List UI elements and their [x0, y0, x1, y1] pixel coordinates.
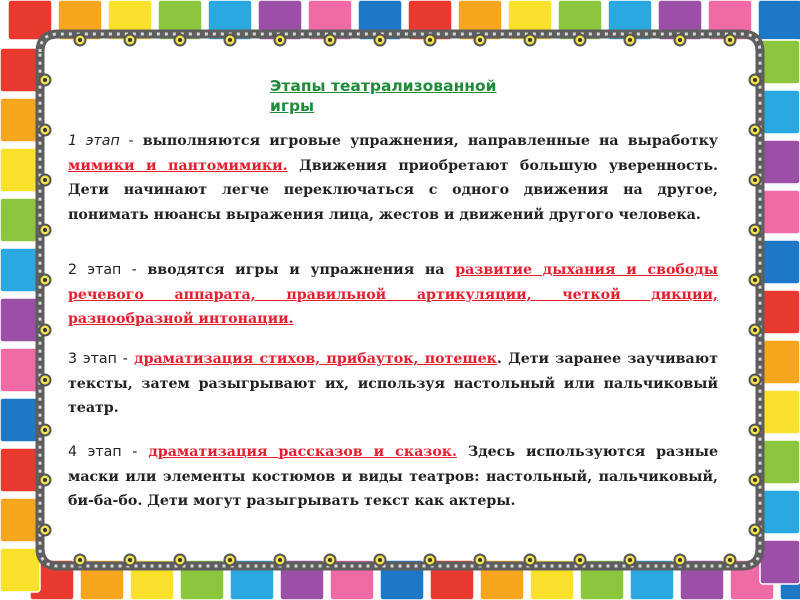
rivet-center: [228, 558, 232, 562]
color-block: [760, 340, 800, 384]
rivet-center: [178, 38, 182, 42]
rivet-center: [753, 328, 757, 332]
stage-3-highlight: драматизация стихов, прибауток, потешек: [134, 351, 497, 367]
stage-3-paragraph: [68, 347, 718, 421]
rivet-center: [178, 558, 182, 562]
stage-2-text-a: вводятся игры и упражнения на: [136, 262, 456, 278]
color-block: [760, 290, 800, 334]
color-block: [0, 398, 40, 442]
stage-2-highlight: развитие дыхания и свободы речевого аппарата, правильной артикуляции, четкой дикции, разнообразной интонации.: [68, 262, 719, 327]
rivet-center: [43, 378, 47, 382]
stage-1-label: 1 этап -: [68, 133, 134, 149]
rivet-center: [753, 228, 757, 232]
rivet-center: [753, 278, 757, 282]
rivet-center: [78, 558, 82, 562]
stage-4-paragraph: [68, 440, 718, 514]
stage-1-text-a: выполняются игровые упражнения, направленные на выработку: [133, 133, 718, 149]
rivet-center: [753, 178, 757, 182]
color-block: [0, 298, 40, 342]
color-block: [0, 348, 40, 392]
rivet-center: [628, 38, 632, 42]
color-block: [760, 390, 800, 434]
rivet-center: [378, 38, 382, 42]
stage-2-label: 2 этап -: [68, 262, 137, 278]
stage-1-paragraph: [68, 129, 718, 227]
rivet-center: [753, 128, 757, 132]
rivet-center: [378, 558, 382, 562]
stage-3-text-b: . Дети заранее заучивают тексты, затем разыгрывают их, используя настольный или пальчиковый театр.: [68, 351, 718, 416]
color-block: [760, 490, 800, 534]
color-block: [760, 90, 800, 134]
color-block: [0, 98, 40, 142]
rivet-center: [578, 558, 582, 562]
rivet-center: [428, 558, 432, 562]
rivet-center: [128, 38, 132, 42]
color-block: [760, 240, 800, 284]
rivet-center: [728, 38, 732, 42]
stage-4-label: 4 этап -: [68, 444, 138, 460]
stage-1-highlight: мимики и пантомимики.: [68, 157, 288, 174]
color-block: [0, 498, 40, 542]
rivet-center: [678, 558, 682, 562]
stage-4-highlight: драматизация рассказов и сказок.: [148, 444, 457, 460]
color-block: [758, 0, 800, 40]
stage-3-label: 3 этап -: [68, 351, 128, 367]
stage-2-paragraph: [68, 258, 718, 332]
rivet-center: [753, 378, 757, 382]
rivet-center: [43, 278, 47, 282]
rivet-center: [43, 128, 47, 132]
rivet-center: [43, 328, 47, 332]
rivet-center: [43, 528, 47, 532]
rivet-center: [43, 78, 47, 82]
color-block: [760, 190, 800, 234]
rivet-center: [228, 38, 232, 42]
stage-4-text-a: [137, 444, 148, 460]
rivet-center: [678, 38, 682, 42]
rivet-center: [753, 478, 757, 482]
rivet-center: [753, 428, 757, 432]
color-block: [760, 440, 800, 484]
rivet-center: [528, 38, 532, 42]
rivet-center: [528, 558, 532, 562]
rivet-center: [728, 558, 732, 562]
rivet-center: [43, 228, 47, 232]
rivet-center: [753, 528, 757, 532]
rivet-center: [278, 38, 282, 42]
rivet-center: [478, 558, 482, 562]
color-block: [0, 148, 40, 192]
rivet-center: [78, 38, 82, 42]
color-block: [760, 40, 800, 84]
rivet-center: [753, 78, 757, 82]
rivet-center: [328, 38, 332, 42]
stage-4-text-b: Здесь используются разные маски или элементы костюмов и виды театров: настольный, пальчиковый, би-ба-бо. Дети могут разыгрывать текст как актеры.: [68, 444, 718, 509]
color-block: [760, 140, 800, 184]
rivet-center: [428, 38, 432, 42]
rivet-center: [328, 558, 332, 562]
color-block: [0, 198, 40, 242]
page-title: Этапы театрализованной игры: [270, 77, 497, 115]
rivet-center: [43, 428, 47, 432]
color-block: [760, 540, 800, 584]
rivet-center: [478, 38, 482, 42]
rivet-center: [578, 38, 582, 42]
rivet-center: [43, 478, 47, 482]
rivet-center: [128, 558, 132, 562]
color-block: [0, 448, 40, 492]
rivet-center: [278, 558, 282, 562]
rivet-center: [43, 178, 47, 182]
stage-1-text-b: Движения приобретают большую уверенность. Дети начинают легче переключаться с одного движения на другое, понимать нюансы выражения лица, жестов и движений другого человека.: [68, 157, 718, 223]
color-block: [0, 48, 40, 92]
rivet-center: [628, 558, 632, 562]
color-block: [0, 548, 40, 592]
color-block: [0, 248, 40, 292]
